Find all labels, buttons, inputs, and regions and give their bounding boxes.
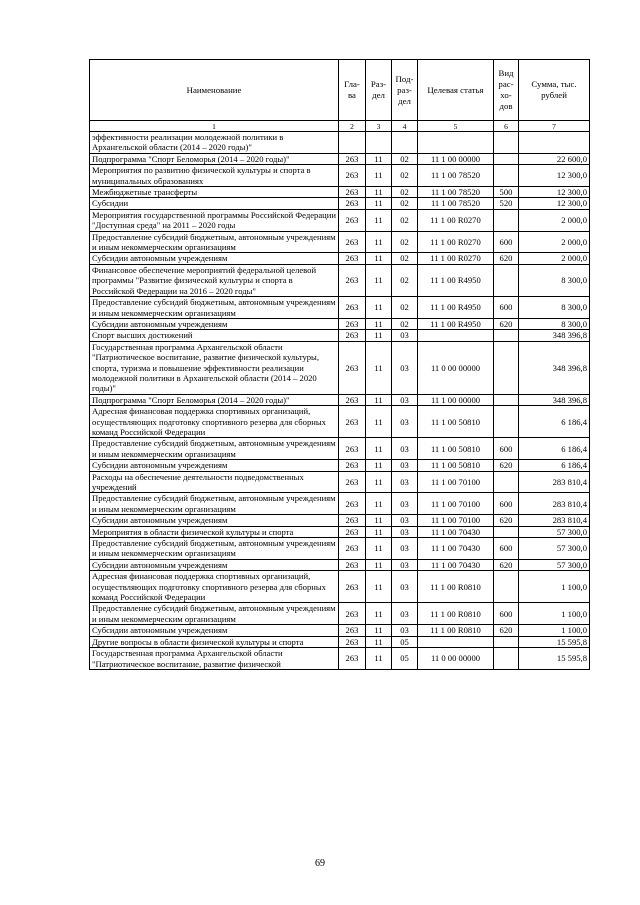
row-name: Субсидии автономным учреждениям — [90, 559, 339, 570]
row-section: 11 — [366, 198, 392, 209]
row-chapter: 263 — [339, 187, 366, 198]
row-amount: 348 396,8 — [519, 330, 590, 341]
row-amount: 57 300,0 — [519, 538, 590, 560]
row-subsection: 03 — [392, 438, 418, 460]
row-name: Предоставление субсидий бюджетным, автономным учреждениям и иным некоммерческим организациям — [90, 538, 339, 560]
row-name: Межбюджетные трансферты — [90, 187, 339, 198]
table-row — [90, 603, 590, 625]
row-section: 11 — [366, 209, 392, 231]
row-target-article: 11 1 00 R0810 — [418, 571, 494, 603]
row-target-article: 11 1 00 70430 — [418, 538, 494, 560]
row-name: Субсидии — [90, 198, 339, 209]
row-expense-type: 620 — [494, 460, 519, 471]
row-subsection: 02 — [392, 209, 418, 231]
row-expense-type — [494, 571, 519, 603]
row-amount: 1 100,0 — [519, 603, 590, 625]
row-target-article: 11 1 00 70430 — [418, 526, 494, 537]
table-row — [90, 538, 590, 560]
row-section: 11 — [366, 153, 392, 164]
row-name: Предоставление субсидий бюджетным, автономным учреждениям и иным некоммерческим организациям — [90, 438, 339, 460]
row-chapter: 263 — [339, 571, 366, 603]
table-row — [90, 330, 590, 341]
table-row — [90, 438, 590, 460]
row-target-article: 11 1 00 R4950 — [418, 297, 494, 319]
row-section: 11 — [366, 460, 392, 471]
row-amount: 348 396,8 — [519, 341, 590, 394]
row-amount: 15 595,8 — [519, 648, 590, 670]
row-chapter: 263 — [339, 471, 366, 493]
row-section: 11 — [366, 330, 392, 341]
row-section: 11 — [366, 571, 392, 603]
row-section: 11 — [366, 438, 392, 460]
row-subsection: 03 — [392, 603, 418, 625]
row-target-article — [418, 132, 494, 154]
row-expense-type — [494, 209, 519, 231]
row-amount: 15 595,8 — [519, 636, 590, 647]
row-target-article: 11 1 00 70100 — [418, 471, 494, 493]
row-expense-type: 600 — [494, 538, 519, 560]
row-expense-type: 500 — [494, 187, 519, 198]
row-expense-type: 620 — [494, 515, 519, 526]
table-row — [90, 406, 590, 438]
row-expense-type: 600 — [494, 493, 519, 515]
header-chapter: Гла-ва — [339, 60, 366, 121]
table-row — [90, 341, 590, 394]
row-section — [366, 132, 392, 154]
table-row — [90, 318, 590, 329]
column-number: 4 — [392, 121, 418, 132]
row-section: 11 — [366, 406, 392, 438]
column-number: 6 — [494, 121, 519, 132]
column-number: 7 — [519, 121, 590, 132]
row-section: 11 — [366, 648, 392, 670]
table-row — [90, 165, 590, 187]
table-row — [90, 187, 590, 198]
row-target-article: 11 1 00 50810 — [418, 406, 494, 438]
row-subsection: 02 — [392, 318, 418, 329]
row-subsection: 02 — [392, 264, 418, 296]
row-subsection: 03 — [392, 526, 418, 537]
row-chapter: 263 — [339, 264, 366, 296]
row-chapter: 263 — [339, 406, 366, 438]
row-subsection — [392, 132, 418, 154]
row-subsection: 03 — [392, 625, 418, 636]
row-name: Спорт высших достижений — [90, 330, 339, 341]
row-name: Субсидии автономным учреждениям — [90, 515, 339, 526]
row-target-article: 11 1 00 R4950 — [418, 264, 494, 296]
row-expense-type: 600 — [494, 438, 519, 460]
budget-table — [89, 59, 590, 670]
row-chapter: 263 — [339, 538, 366, 560]
row-chapter: 263 — [339, 209, 366, 231]
row-subsection: 03 — [392, 538, 418, 560]
table-row — [90, 209, 590, 231]
row-amount: 6 186,4 — [519, 438, 590, 460]
row-section: 11 — [366, 625, 392, 636]
row-amount: 283 810,4 — [519, 515, 590, 526]
row-expense-type — [494, 165, 519, 187]
row-amount: 57 300,0 — [519, 559, 590, 570]
row-expense-type: 620 — [494, 318, 519, 329]
row-subsection: 03 — [392, 460, 418, 471]
row-name: Финансовое обеспечение мероприятий федеральной целевой программы "Развитие физической культуры и спорта в Российской Федерации на 2016 – 2020 годы" — [90, 264, 339, 296]
row-subsection: 03 — [392, 493, 418, 515]
column-number-row — [90, 121, 590, 132]
row-amount: 283 810,4 — [519, 471, 590, 493]
row-amount: 283 810,4 — [519, 493, 590, 515]
row-name: Субсидии автономным учреждениям — [90, 460, 339, 471]
row-chapter: 263 — [339, 636, 366, 647]
row-expense-type — [494, 132, 519, 154]
row-section: 11 — [366, 471, 392, 493]
row-chapter: 263 — [339, 330, 366, 341]
row-target-article: 11 1 00 R0810 — [418, 625, 494, 636]
table-row — [90, 559, 590, 570]
header-expense-type: Вид рас-хо-дов — [494, 60, 519, 121]
header-target-article: Целевая статья — [418, 60, 494, 121]
row-chapter: 263 — [339, 559, 366, 570]
row-chapter: 263 — [339, 438, 366, 460]
row-section: 11 — [366, 394, 392, 405]
row-amount: 1 100,0 — [519, 625, 590, 636]
row-section: 11 — [366, 538, 392, 560]
row-amount: 6 186,4 — [519, 460, 590, 471]
row-section: 11 — [366, 231, 392, 253]
row-subsection: 03 — [392, 571, 418, 603]
row-name: Мероприятия по развитию физической культуры и спорта в муниципальных образованиях — [90, 165, 339, 187]
row-chapter: 263 — [339, 198, 366, 209]
row-name: Государственная программа Архангельской области "Патриотическое воспитание, развитие физической — [90, 648, 339, 670]
row-section: 11 — [366, 493, 392, 515]
row-chapter: 263 — [339, 603, 366, 625]
column-number: 1 — [90, 121, 339, 132]
row-target-article: 11 1 00 R0270 — [418, 253, 494, 264]
row-target-article: 11 0 00 00000 — [418, 341, 494, 394]
row-chapter: 263 — [339, 394, 366, 405]
row-expense-type — [494, 406, 519, 438]
table-row — [90, 571, 590, 603]
row-section: 11 — [366, 515, 392, 526]
row-section: 11 — [366, 253, 392, 264]
row-chapter: 263 — [339, 515, 366, 526]
row-target-article: 11 1 00 R0270 — [418, 209, 494, 231]
row-section: 11 — [366, 559, 392, 570]
row-subsection: 03 — [392, 330, 418, 341]
row-amount: 2 000,0 — [519, 209, 590, 231]
row-subsection: 02 — [392, 198, 418, 209]
row-target-article: 11 1 00 70100 — [418, 515, 494, 526]
row-expense-type: 620 — [494, 625, 519, 636]
row-name: Предоставление субсидий бюджетным, автономным учреждениям и иным некоммерческим организациям — [90, 603, 339, 625]
row-chapter: 263 — [339, 231, 366, 253]
row-expense-type: 600 — [494, 603, 519, 625]
row-target-article: 11 1 00 50810 — [418, 460, 494, 471]
row-name: Субсидии автономным учреждениям — [90, 625, 339, 636]
table-body — [90, 132, 590, 670]
row-section: 11 — [366, 526, 392, 537]
row-name: Подпрограмма "Спорт Беломорья (2014 – 2020 годы)" — [90, 394, 339, 405]
row-chapter: 263 — [339, 648, 366, 670]
table-header — [90, 60, 590, 132]
table-row — [90, 526, 590, 537]
row-subsection: 05 — [392, 636, 418, 647]
row-amount: 12 300,0 — [519, 187, 590, 198]
row-section: 11 — [366, 636, 392, 647]
row-name: Предоставление субсидий бюджетным, автономным учреждениям и иным некоммерческим организациям — [90, 493, 339, 515]
row-name: Мероприятия в области физической культуры и спорта — [90, 526, 339, 537]
row-name: Мероприятия государственной программы Российской Федерации "Доступная среда" на 2011 – 2020 годы — [90, 209, 339, 231]
row-expense-type: 600 — [494, 231, 519, 253]
row-amount: 2 000,0 — [519, 231, 590, 253]
table-row — [90, 297, 590, 319]
row-name: Предоставление субсидий бюджетным, автономным учреждениям и иным некоммерческим организациям — [90, 297, 339, 319]
row-subsection: 03 — [392, 341, 418, 394]
table-row — [90, 132, 590, 154]
row-subsection: 02 — [392, 153, 418, 164]
row-section: 11 — [366, 187, 392, 198]
row-subsection: 03 — [392, 406, 418, 438]
row-name: эффективности реализации молодежной политики в Архангельской области (2014 – 2020 годы)" — [90, 132, 339, 154]
row-chapter: 263 — [339, 253, 366, 264]
row-target-article: 11 1 00 70430 — [418, 559, 494, 570]
table-row — [90, 625, 590, 636]
header-subsection: Под-раз-дел — [392, 60, 418, 121]
row-amount: 6 186,4 — [519, 406, 590, 438]
table-row — [90, 471, 590, 493]
row-chapter: 263 — [339, 341, 366, 394]
row-subsection: 03 — [392, 559, 418, 570]
row-subsection: 03 — [392, 471, 418, 493]
table-row — [90, 648, 590, 670]
row-target-article: 11 1 00 50810 — [418, 438, 494, 460]
row-expense-type — [494, 153, 519, 164]
row-expense-type — [494, 264, 519, 296]
row-chapter: 263 — [339, 460, 366, 471]
row-target-article — [418, 330, 494, 341]
row-chapter: 263 — [339, 297, 366, 319]
table-row — [90, 231, 590, 253]
row-subsection: 03 — [392, 394, 418, 405]
row-target-article: 11 1 00 70100 — [418, 493, 494, 515]
row-name: Субсидии автономным учреждениям — [90, 318, 339, 329]
page-number: 69 — [315, 858, 325, 869]
row-name: Государственная программа Архангельской области "Патриотическое воспитание, развитие физической культуры, спорта, туризма и повышение эффективности реализации молодежной политики в Архангельской области (2014 – 2020 годы)" — [90, 341, 339, 394]
row-amount: 8 300,0 — [519, 318, 590, 329]
row-amount: 57 300,0 — [519, 526, 590, 537]
row-name: Адресная финансовая поддержка спортивных организаций, осуществляющих подготовку спортивного резерва для сборных команд Российской Федерации — [90, 406, 339, 438]
header-row — [90, 60, 590, 121]
row-target-article: 11 1 00 00000 — [418, 394, 494, 405]
row-amount: 348 396,8 — [519, 394, 590, 405]
row-target-article — [418, 636, 494, 647]
row-target-article: 11 1 00 78520 — [418, 165, 494, 187]
row-target-article: 11 1 00 78520 — [418, 187, 494, 198]
row-amount: 12 300,0 — [519, 198, 590, 209]
row-section: 11 — [366, 297, 392, 319]
header-name: Наименование — [90, 60, 339, 121]
row-expense-type — [494, 526, 519, 537]
row-section: 11 — [366, 318, 392, 329]
row-name: Другие вопросы в области физической культуры и спорта — [90, 636, 339, 647]
row-amount: 2 000,0 — [519, 253, 590, 264]
row-chapter: 263 — [339, 165, 366, 187]
table-row — [90, 460, 590, 471]
table-row — [90, 636, 590, 647]
row-target-article: 11 1 00 R4950 — [418, 318, 494, 329]
row-subsection: 03 — [392, 515, 418, 526]
row-subsection: 02 — [392, 187, 418, 198]
column-number: 2 — [339, 121, 366, 132]
row-section: 11 — [366, 603, 392, 625]
row-expense-type: 620 — [494, 253, 519, 264]
row-expense-type — [494, 648, 519, 670]
row-section: 11 — [366, 341, 392, 394]
row-chapter: 263 — [339, 625, 366, 636]
row-amount: 8 300,0 — [519, 264, 590, 296]
row-expense-type: 620 — [494, 559, 519, 570]
table-row — [90, 493, 590, 515]
row-amount — [519, 132, 590, 154]
table-row — [90, 153, 590, 164]
table-row — [90, 264, 590, 296]
row-expense-type — [494, 394, 519, 405]
row-target-article: 11 1 00 00000 — [418, 153, 494, 164]
row-chapter: 263 — [339, 318, 366, 329]
table-row — [90, 515, 590, 526]
row-name: Адресная финансовая поддержка спортивных организаций, осуществляющих подготовку спортивного резерва для сборных команд Российской Федерации — [90, 571, 339, 603]
row-target-article: 11 1 00 78520 — [418, 198, 494, 209]
row-expense-type — [494, 330, 519, 341]
row-subsection: 02 — [392, 297, 418, 319]
header-amount: Сумма, тыс. рублей — [519, 60, 590, 121]
row-subsection: 02 — [392, 231, 418, 253]
row-chapter — [339, 132, 366, 154]
row-name: Предоставление субсидий бюджетным, автономным учреждениям и иным некоммерческим организациям — [90, 231, 339, 253]
row-target-article: 11 0 00 00000 — [418, 648, 494, 670]
row-chapter: 263 — [339, 493, 366, 515]
row-chapter: 263 — [339, 526, 366, 537]
row-subsection: 05 — [392, 648, 418, 670]
row-expense-type: 520 — [494, 198, 519, 209]
row-amount: 22 600,0 — [519, 153, 590, 164]
column-number: 5 — [418, 121, 494, 132]
row-amount: 1 100,0 — [519, 571, 590, 603]
row-subsection: 02 — [392, 165, 418, 187]
row-chapter: 263 — [339, 153, 366, 164]
row-amount: 8 300,0 — [519, 297, 590, 319]
row-amount: 12 300,0 — [519, 165, 590, 187]
row-expense-type: 600 — [494, 297, 519, 319]
column-number: 3 — [366, 121, 392, 132]
row-section: 11 — [366, 264, 392, 296]
row-name: Подпрограмма "Спорт Беломорья (2014 – 2020 годы)" — [90, 153, 339, 164]
row-section: 11 — [366, 165, 392, 187]
row-expense-type — [494, 341, 519, 394]
row-name: Расходы на обеспечение деятельности подведомственных учреждений — [90, 471, 339, 493]
row-target-article: 11 1 00 R0810 — [418, 603, 494, 625]
row-expense-type — [494, 471, 519, 493]
table-row — [90, 253, 590, 264]
row-expense-type — [494, 636, 519, 647]
header-section: Раз-дел — [366, 60, 392, 121]
table-row — [90, 198, 590, 209]
table-row — [90, 394, 590, 405]
row-target-article: 11 1 00 R0270 — [418, 231, 494, 253]
row-name: Субсидии автономным учреждениям — [90, 253, 339, 264]
row-subsection: 02 — [392, 253, 418, 264]
